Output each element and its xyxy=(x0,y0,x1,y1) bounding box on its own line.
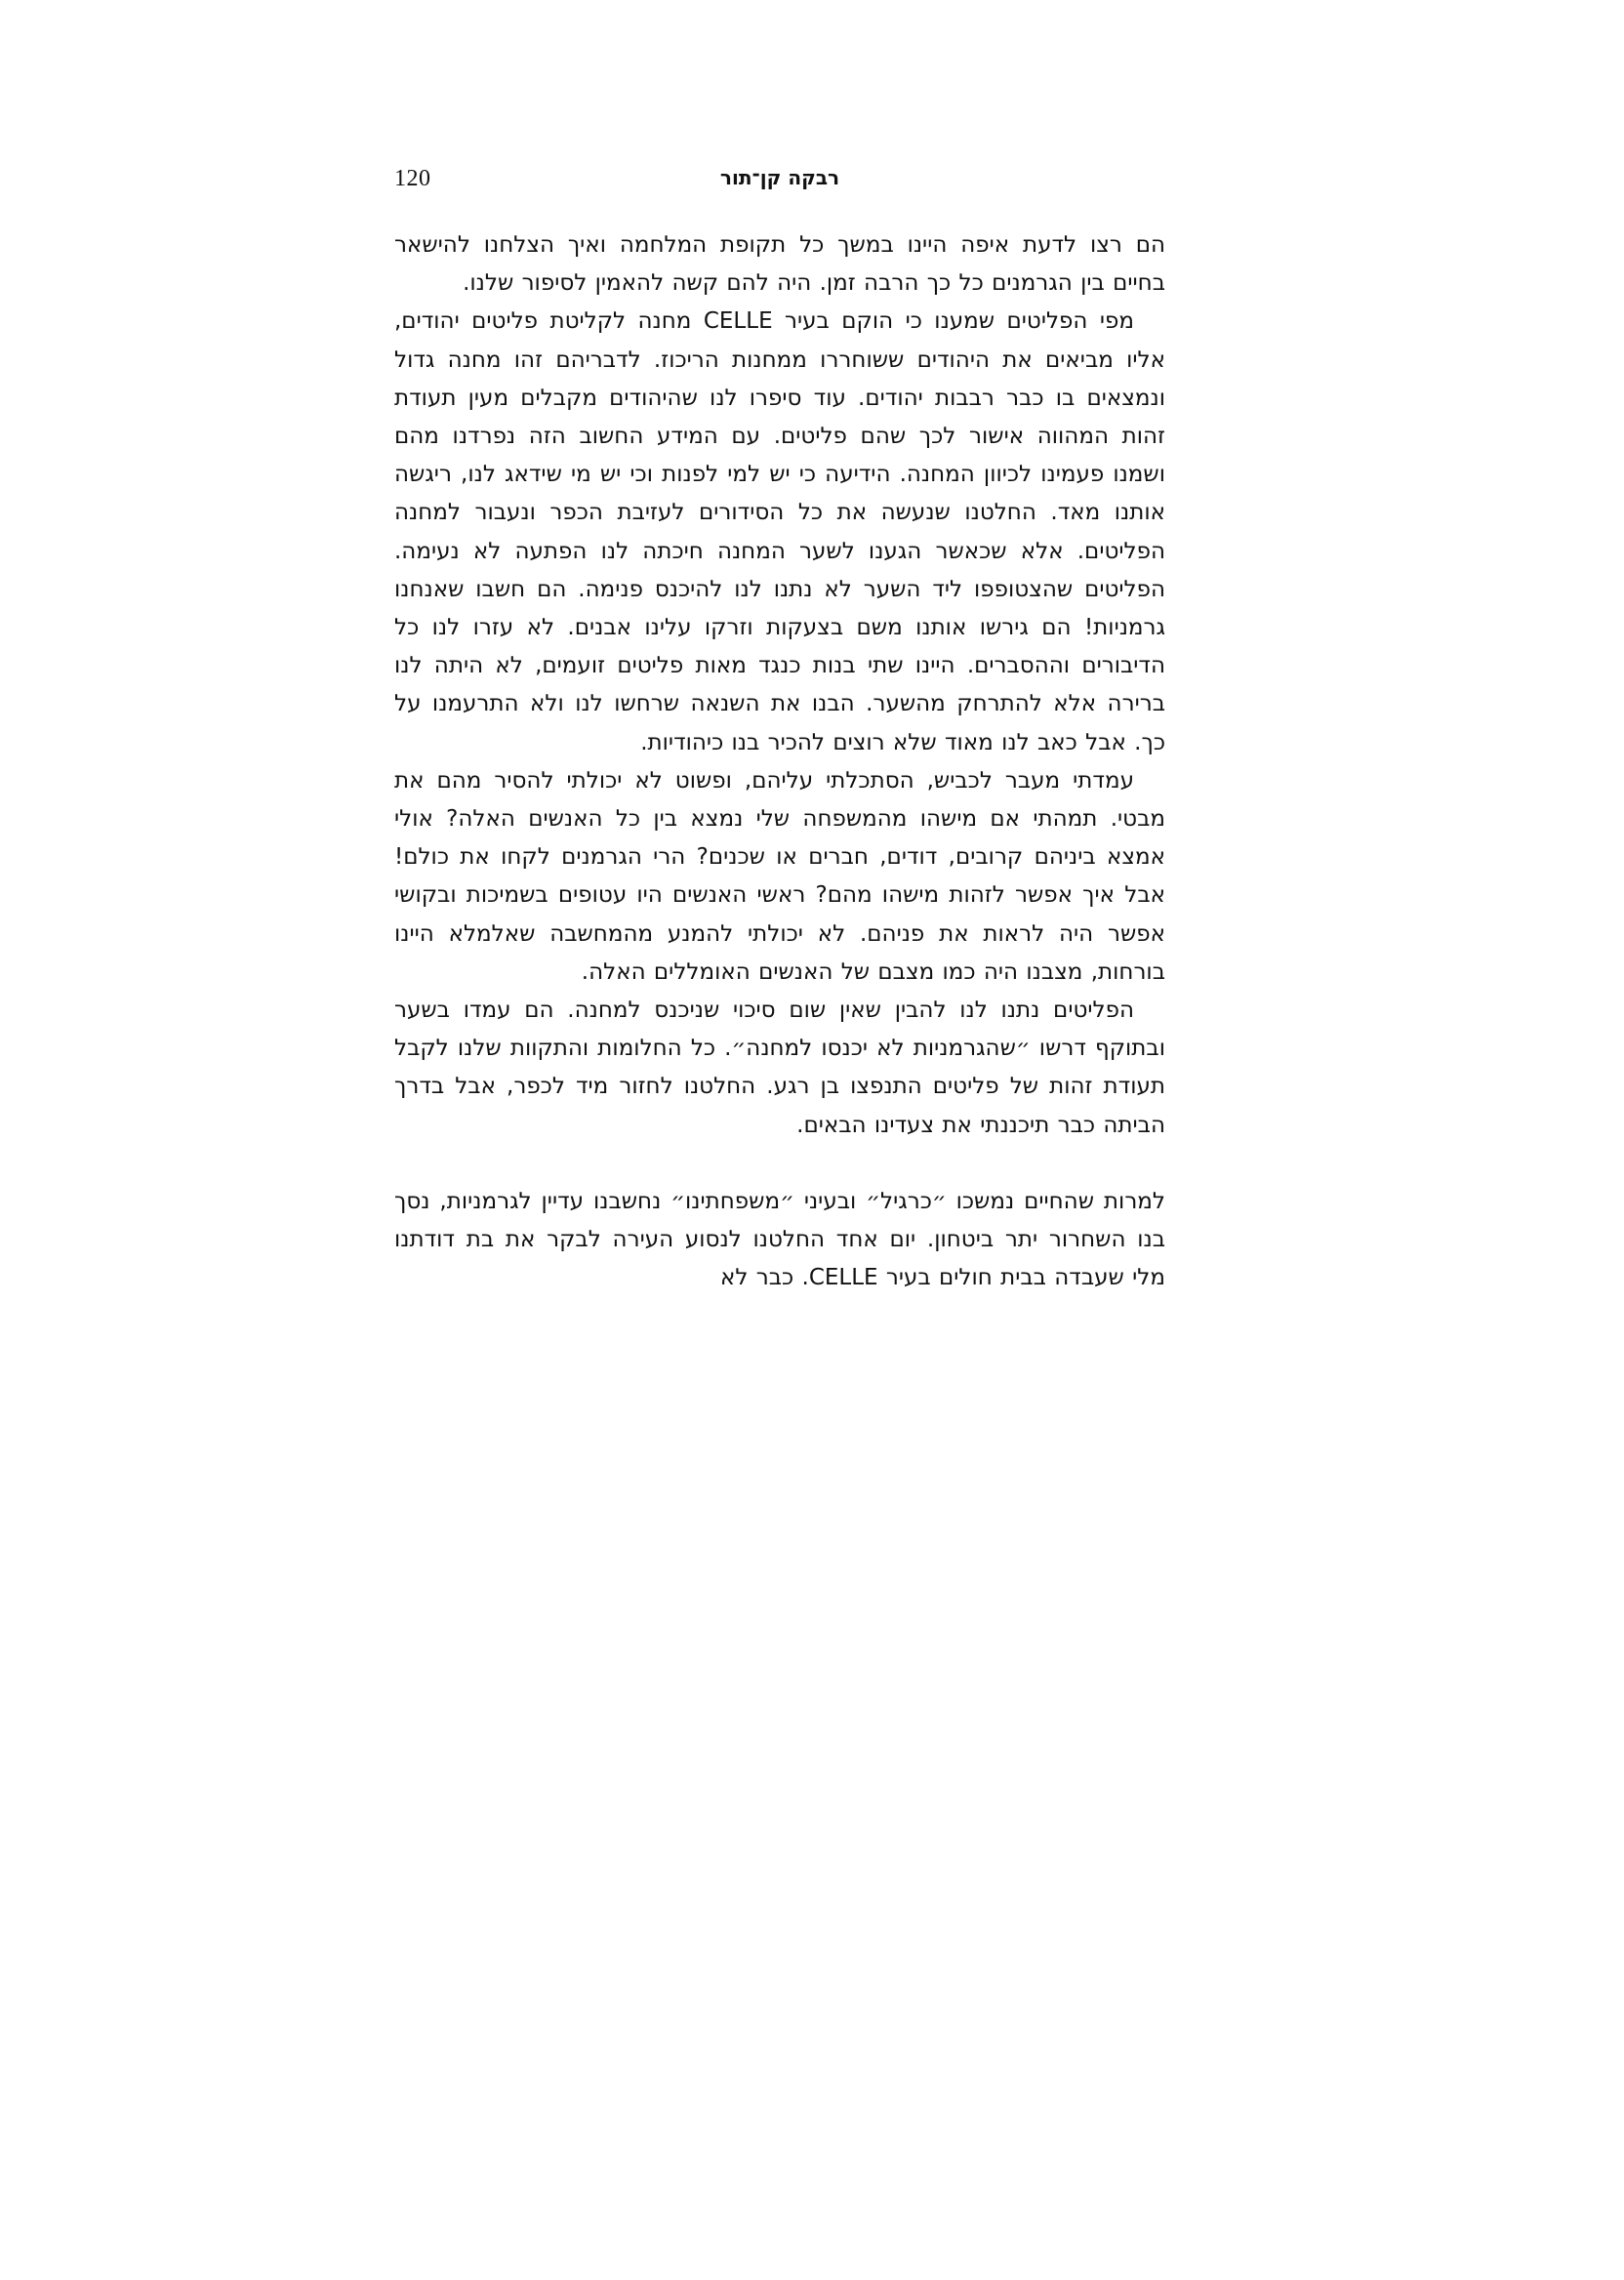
paragraph-3: עמדתי מעבר לכביש, הסתכלתי עליהם, ופשוט לא יכולתי להסיר מהם את מבטי. תמהתי אם מישהו מהמשפחה שלי נמצא בין כל האנשים האלה? אולי אמצא ביניהם קרובים, דודים, חברים או שכנים? הרי הגרמנים לקחו את כולם! אבל איך אפשר לזהות מישהו מהם? ראשי האנשים היו עטופים בשמיכות ובקושי אפשר היה לראות את פניהם. לא יכולתי להמנע מהמחשבה שאלמלא היינו בורחות, מצבנו היה כמו מצבם של האנשים האומללים האלה. xyxy=(394,767,1165,985)
paragraph-5: למרות שהחיים נמשכו ״כרגיל״ ובעיני ״משפחתינו״ נחשבנו עדיין לגרמניות, נסך בנו השחרור יתר ביטחון. יום אחד החלטנו לנסוע העירה לבקר את בת דודתנו מלי שעבדה בבית חולים בעיר CELLE. כבר לא xyxy=(394,1188,1165,1291)
paragraph-4: הפליטים נתנו לנו להבין שאין שום סיכוי שניכנס למחנה. הם עמדו בשער ובתוקף דרשו ״שהגרמניות לא יכנסו למחנה״. כל החלומות והתקוות שלנו לקבל תעודת זהות של פליטים התנפצו בן רגע. החלטנו לחזור מיד לכפר, אבל בדרך הביתה כבר תיכננתי את צעדינו הבאים. xyxy=(394,998,1165,1138)
page-number: 120 xyxy=(394,166,431,191)
paragraph-2: מפי הפליטים שמענו כי הוקם בעיר CELLE מחנה לקליטת פליטים יהודים, אליו מביאים את היהודים ששוחררו ממחנות הריכוז. לדבריהם זהו מחנה גדול ונמצאים בו כבר רבבות יהודים. עוד סיפרו לנו שהיהודים מקבלים מעין תעודת זהות המהווה אישור לכך שהם פליטים. עם המידע החשוב הזה נפרדנו מהם ושמנו פעמינו לכיוון המחנה. הידיעה כי יש למי לפנות וכי יש מי שידאג לנו, ריגשה אותנו מאד. החלטנו שנעשה את כל הסידורים לעזיבת הכפר ונעבור למחנה הפליטים. אלא שכאשר הגענו לשער המחנה חיכתה לנו הפתעה לא נעימה. הפליטים שהצטופפו ליד השער לא נתנו לנו להיכנס פנימה. הם חשבו שאנחנו גרמניות! הם גירשו אותנו משם בצעקות וזרקו עלינו אבנים. לא עזרו לנו כל הדיבורים וההסברים. היינו שתי בנות כנגד מאות פליטים זועמים, לא היתה לנו ברירה אלא להתרחק מהשער. הבנו את השנאה שרחשו לנו ולא התרעמנו על כך. אבל כאב לנו מאוד שלא רוצים להכיר בנו כיהודיות. xyxy=(394,308,1165,755)
page-header xyxy=(394,166,1165,205)
section-break xyxy=(394,1145,1165,1183)
paragraph-1: הם רצו לדעת איפה היינו במשך כל תקופת המלחמה ואיך הצלחנו להישאר בחיים בין הגרמנים כל כך הרבה זמן. היה להם קשה להאמין לסיפור שלנו. xyxy=(394,232,1165,297)
body-text xyxy=(394,226,1165,1297)
running-head-author: רבקה קן־תור xyxy=(719,166,840,189)
